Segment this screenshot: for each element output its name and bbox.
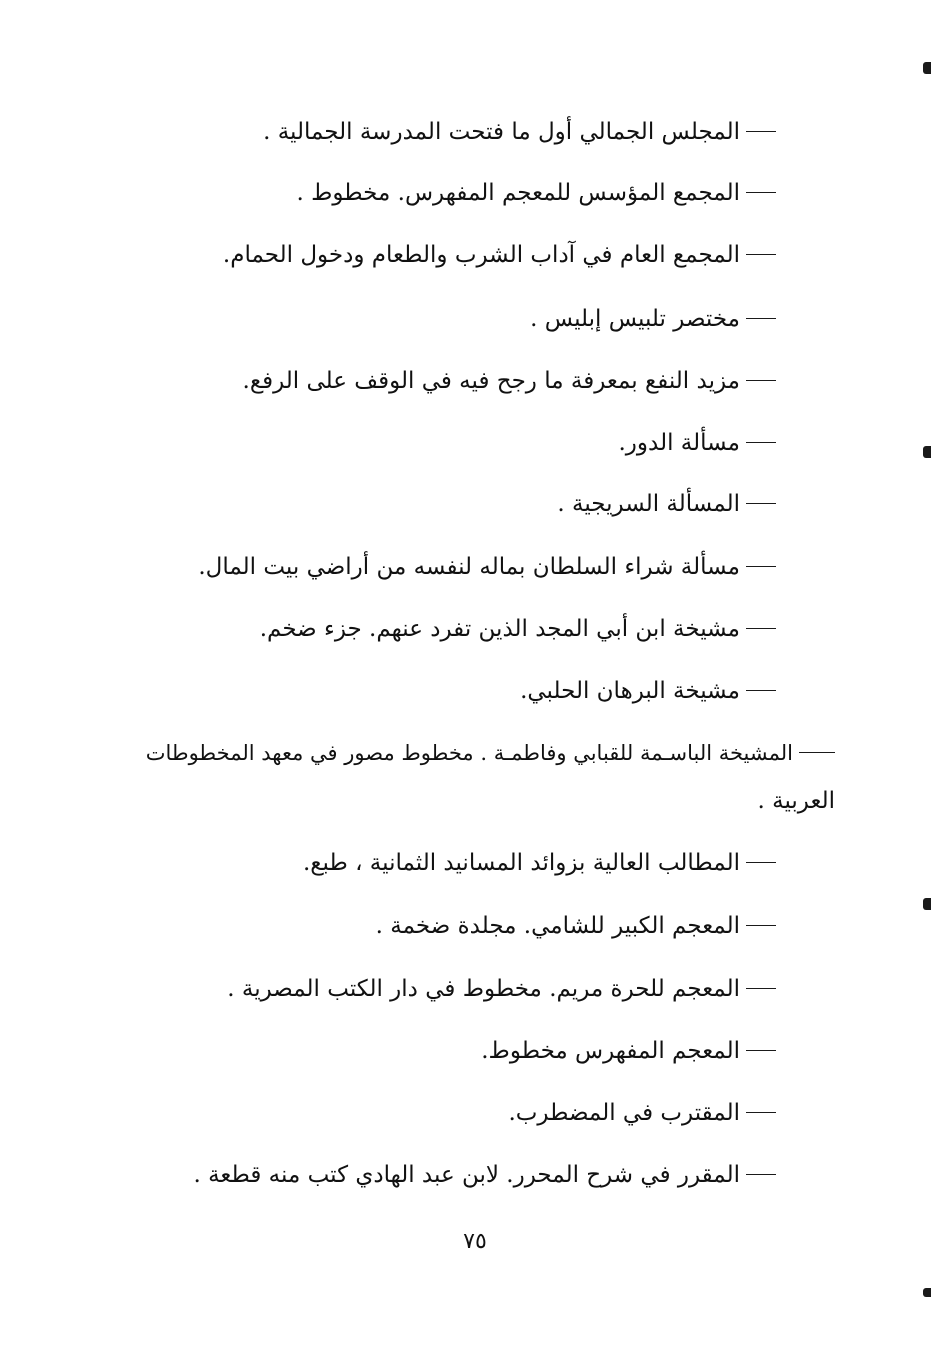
entry-text: المشيخة الباسـمة للقبابي وفاطمـة . مخطوط مصور في معهد المخطوطات xyxy=(145,741,793,765)
entry-continuation: العربية . xyxy=(757,788,835,814)
dash-marker xyxy=(746,1050,776,1051)
entry-text: المعجم الكبير للشامي. مجلدة ضخمة . xyxy=(375,913,740,939)
binding-mark xyxy=(923,1288,931,1297)
dash-marker xyxy=(746,442,776,443)
list-item xyxy=(297,178,776,208)
dash-marker xyxy=(746,1112,776,1113)
dash-marker xyxy=(746,318,776,319)
entry-text: المعجم للحرة مريم. مخطوط في دار الكتب المصرية . xyxy=(227,976,740,1002)
list-item xyxy=(146,738,835,768)
dash-marker xyxy=(746,690,776,691)
entry-text: المقترب في المضطرب. xyxy=(508,1100,740,1126)
dash-marker xyxy=(746,628,776,629)
entry-text: المسألة السريجية . xyxy=(557,491,740,517)
list-item xyxy=(243,366,776,396)
binding-mark xyxy=(923,898,931,910)
dash-marker xyxy=(746,925,776,926)
list-item xyxy=(227,974,776,1004)
entry-text: المجمع العام في آداب الشرب والطعام ودخول الحمام. xyxy=(222,242,740,268)
list-item xyxy=(520,676,776,706)
list-item xyxy=(263,117,776,147)
entry-text: مشيخة ابن أبي المجد الذين تفرد عنهم. جزء ضخم. xyxy=(259,616,740,642)
entry-text: مسألة شراء السلطان بماله لنفسه من أراضي بيت المال. xyxy=(198,554,740,580)
list-item xyxy=(198,552,776,582)
entry-text: مزيد النفع بمعرفة ما رجح فيه في الوقف على الرفع. xyxy=(242,368,740,394)
dash-marker xyxy=(746,1174,776,1175)
entry-text: المقرر في شرح المحرر. لابن عبد الهادي كتب منه قطعة . xyxy=(193,1162,740,1188)
list-item xyxy=(303,848,776,878)
list-item xyxy=(223,240,776,270)
binding-mark xyxy=(923,446,931,458)
dash-marker xyxy=(746,988,776,989)
list-item xyxy=(193,1160,776,1190)
dash-marker xyxy=(799,752,835,753)
entry-text: المعجم المفهرس مخطوط. xyxy=(481,1038,740,1064)
list-item xyxy=(557,489,776,519)
entry-text: المجمع المؤسس للمعجم المفهرس. مخطوط . xyxy=(296,180,740,206)
entry-text: مسألة الدور. xyxy=(618,430,740,456)
entry-text: المطالب العالية بزوائد المسانيد الثمانية ، طبع. xyxy=(302,850,740,876)
list-item xyxy=(481,1036,776,1066)
dash-marker xyxy=(746,862,776,863)
entry-text: مشيخة البرهان الحلبي. xyxy=(520,678,740,704)
entry-text: مختصر تلبيس إبليس . xyxy=(530,306,740,332)
list-item xyxy=(619,428,777,458)
dash-marker xyxy=(746,503,776,504)
dash-marker xyxy=(746,131,776,132)
dash-marker xyxy=(746,254,776,255)
dash-marker xyxy=(746,192,776,193)
dash-marker xyxy=(746,380,776,381)
list-item xyxy=(260,614,776,644)
dash-marker xyxy=(746,566,776,567)
list-item xyxy=(376,911,776,941)
list-item xyxy=(530,304,776,334)
list-item xyxy=(508,1098,776,1128)
binding-mark xyxy=(923,62,931,74)
entry-text: المجلس الجمالي أول ما فتحت المدرسة الجمالية . xyxy=(263,119,740,145)
page-number: ٧٥ xyxy=(463,1229,487,1254)
